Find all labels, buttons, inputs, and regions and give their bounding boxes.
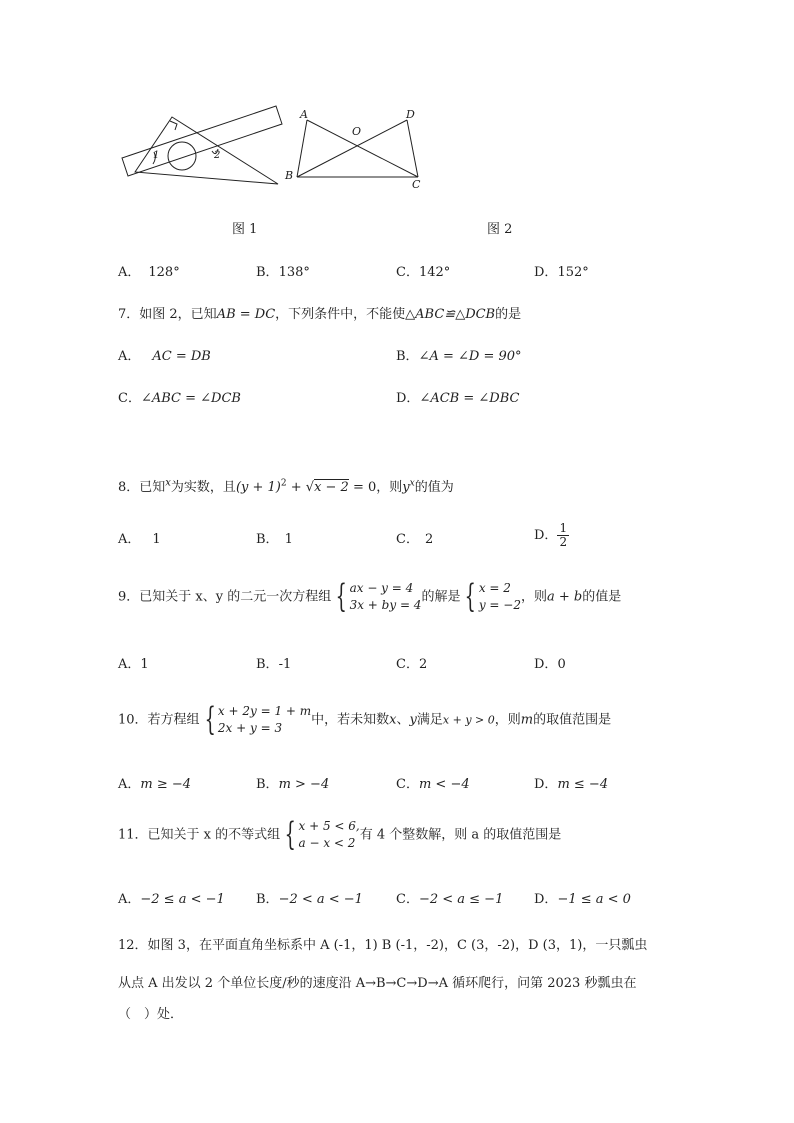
point-label-o: O xyxy=(352,125,362,138)
q10-option-c[interactable]: C．m < −4 xyxy=(396,777,470,792)
q10-stem: 10．若方程组 { x + 2y = 1 + m 2x + y = 3 中，若未知数x、y满足x + y > 0，则m的取值范围是 xyxy=(118,700,612,738)
q9-option-c[interactable]: C．2 xyxy=(396,657,428,672)
q12-line-3: （ ）处． xyxy=(118,1007,184,1022)
point-label-d: D xyxy=(406,108,415,121)
q7-option-d[interactable]: D．∠ACB = ∠DBC xyxy=(396,391,520,406)
q10-option-a[interactable]: A．m ≥ −4 xyxy=(118,777,192,792)
q8-option-a[interactable]: A． 1 xyxy=(118,532,161,547)
q11-option-c[interactable]: C．−2 < a ≤ −1 xyxy=(396,892,504,907)
q8-option-d[interactable]: D． $\frac{1}{2}$ xyxy=(534,521,568,549)
q11-stem: 11．已知关于 x 的不等式组 { x + 5 < 6, a − x < 2 有 4 个整数解，则 a 的取值范围是 xyxy=(118,815,562,853)
q9-option-b[interactable]: B．-1 xyxy=(256,657,292,672)
point-label-a: A xyxy=(300,108,308,121)
q6-option-c[interactable]: C．142° xyxy=(396,265,451,280)
q11-option-d[interactable]: D．−1 ≤ a < 0 xyxy=(534,892,631,907)
q10-option-d[interactable]: D．m ≤ −4 xyxy=(534,777,609,792)
q9-option-a[interactable]: A．1 xyxy=(118,657,149,672)
q12-line-2: 从点 A 出发以 2 个单位长度/秒的速度沿 A→B→C→D→A 循环爬行，问第 2023 秒瓢虫在 xyxy=(118,976,637,991)
q8-option-c[interactable]: C． 2 xyxy=(396,532,434,547)
q12-line-1: 12．如图 3，在平面直角坐标系中 A (-1，1) B (-1，-2)，C (3，-2)，D (3，1)，一只瓢虫 xyxy=(118,938,648,953)
q9-stem: 9．已知关于 x、y 的二元一次方程组 { ax − y = 4 3x + by = 4 的解是 { x = 2 y = −2 ，则a + b的值是 xyxy=(118,577,622,615)
hole-circle xyxy=(168,142,196,170)
q8-option-b[interactable]: B． 1 xyxy=(256,532,293,547)
ruler-shape xyxy=(122,106,282,176)
q6-option-a[interactable]: A． 128° xyxy=(118,265,180,280)
angle-label-1: 1 xyxy=(153,150,160,161)
point-label-c: C xyxy=(412,178,421,191)
q7-stem: 7．如图 2，已知AB = DC，下列条件中，不能使△ABC≌△DCB的是 xyxy=(118,307,522,322)
q7-option-b[interactable]: B．∠A = ∠D = 90° xyxy=(396,349,522,364)
q6-option-d[interactable]: D．152° xyxy=(534,265,589,280)
q9-option-d[interactable]: D．0 xyxy=(534,657,566,672)
q11-option-a[interactable]: A．−2 ≤ a < −1 xyxy=(118,892,225,907)
q10-option-b[interactable]: B．m > −4 xyxy=(256,777,330,792)
angle-label-2: 2 xyxy=(214,150,221,161)
point-label-b: B xyxy=(285,169,294,182)
q6-option-b[interactable]: B．138° xyxy=(256,265,310,280)
figure-2-caption: 图 2 xyxy=(487,222,513,237)
figure-1 xyxy=(115,100,285,190)
q11-option-b[interactable]: B．−2 < a < −1 xyxy=(256,892,363,907)
q7-option-a[interactable]: A． AC = DB xyxy=(118,349,211,364)
q8-stem: 8．已知$^x$为实数，且$(y + 1)^2 + √x - 2 = 0$，则$y^x$的值为 xyxy=(118,477,454,495)
figure-1-caption: 图 1 xyxy=(232,222,258,237)
q7-option-c[interactable]: C．∠ABC = ∠DCB xyxy=(118,391,241,406)
